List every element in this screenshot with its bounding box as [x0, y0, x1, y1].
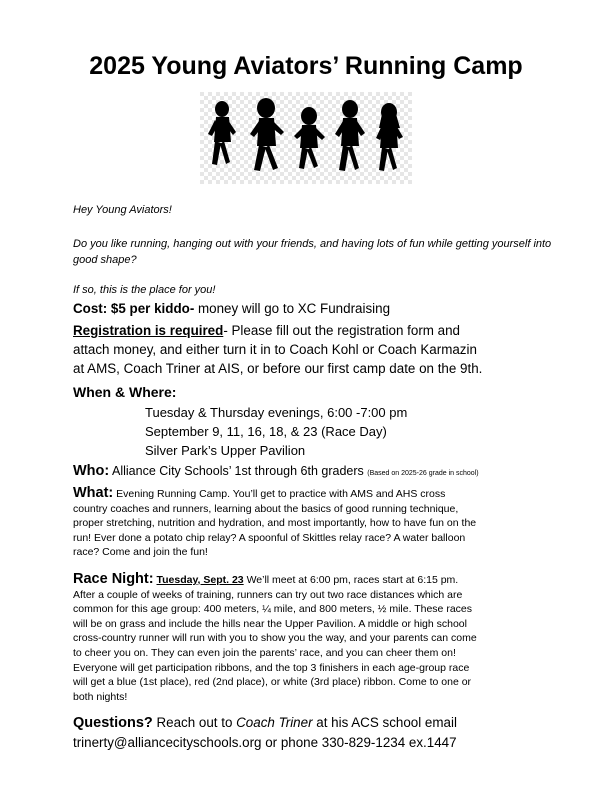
race-night-date: Tuesday, Sept. 23 [156, 574, 244, 586]
registration-line-1: Registration is required- Please fill out the registration form and [73, 323, 460, 338]
cost-label: Cost: $5 per kiddo- [73, 301, 195, 316]
page-title: 2025 Young Aviators’ Running Camp [89, 52, 523, 80]
children-running-silhouettes-icon [200, 92, 412, 184]
intro-place: If so, this is the place for you! [73, 284, 216, 296]
cost-line [73, 301, 390, 316]
questions-line: Questions? Reach out to Coach Triner at his ACS school email [73, 715, 457, 731]
race-night-label: Race Night: [73, 571, 154, 587]
who-label: Who: [73, 463, 110, 479]
cost-text: money will go to XC Fundraising [194, 301, 391, 316]
what-section: What: Evening Running Camp. You’ll get to practice with AMS and AHS cross country coaches and runners, learning about the basics of good running technique, proper stretching, nutrition and hydration, and most importantly, how to have fun on the run! Ever done a potato chip relay? A spoonful of Skittles relay race? A water balloon race? Come and join the fun! [73, 485, 477, 559]
race-night-section: Race Night: Tuesday, Sept. 23 We’ll meet at 6:00 pm, races start at 6:15 pm. After a couple of weeks of training, runners can try out two race distances which are common for this age group: 400 meters, ¼ mile, and 800 meters, ½ mile. These races will be on grass and include the hills near the Upper Pavilion. A middle or high school cross-country runner will run with you to show you the way, and your parents can come to cheer you on. They can even join the parents’ race, and you can cheer them on! Everyone will get participation ribbons, and the top 3 finishers in each age-group race will get a blue (1st place), red (2nd place), or white (3rd place) ribbon. Come to one or both nights! [73, 571, 477, 703]
intro-question: Do you like running, hanging out with your friends, and having lots of fun while getting yourself into good shape? [73, 238, 552, 266]
where-location: Silver Park’s Upper Pavilion [145, 443, 306, 458]
when-where-heading: When & Where: [73, 384, 177, 400]
contact-info: trinerty@alliancecityschools.org or phone 330-829-1234 ex.1447 [73, 735, 457, 750]
greeting: Hey Young Aviators! [73, 204, 172, 216]
when-dates: September 9, 11, 16, 18, & 23 (Race Day) [145, 424, 387, 439]
registration-label: Registration is required [73, 323, 224, 338]
when-times: Tuesday & Thursday evenings, 6:00 -7:00 pm [145, 405, 408, 420]
who-note: (Based on 2025-26 grade in school) [367, 470, 479, 477]
what-label: What: [73, 485, 114, 501]
registration-line-2: attach money, and either turn it in to Coach Kohl or Coach Karmazin [73, 342, 477, 357]
who-text: Alliance City Schools’ 1st through 6th graders [109, 464, 368, 478]
coach-name: Coach Triner [236, 715, 313, 730]
questions-label: Questions? [73, 715, 153, 731]
registration-line-3: at AMS, Coach Triner at AIS, or before our first camp date on the 9th. [73, 361, 483, 376]
who-line [73, 462, 479, 480]
